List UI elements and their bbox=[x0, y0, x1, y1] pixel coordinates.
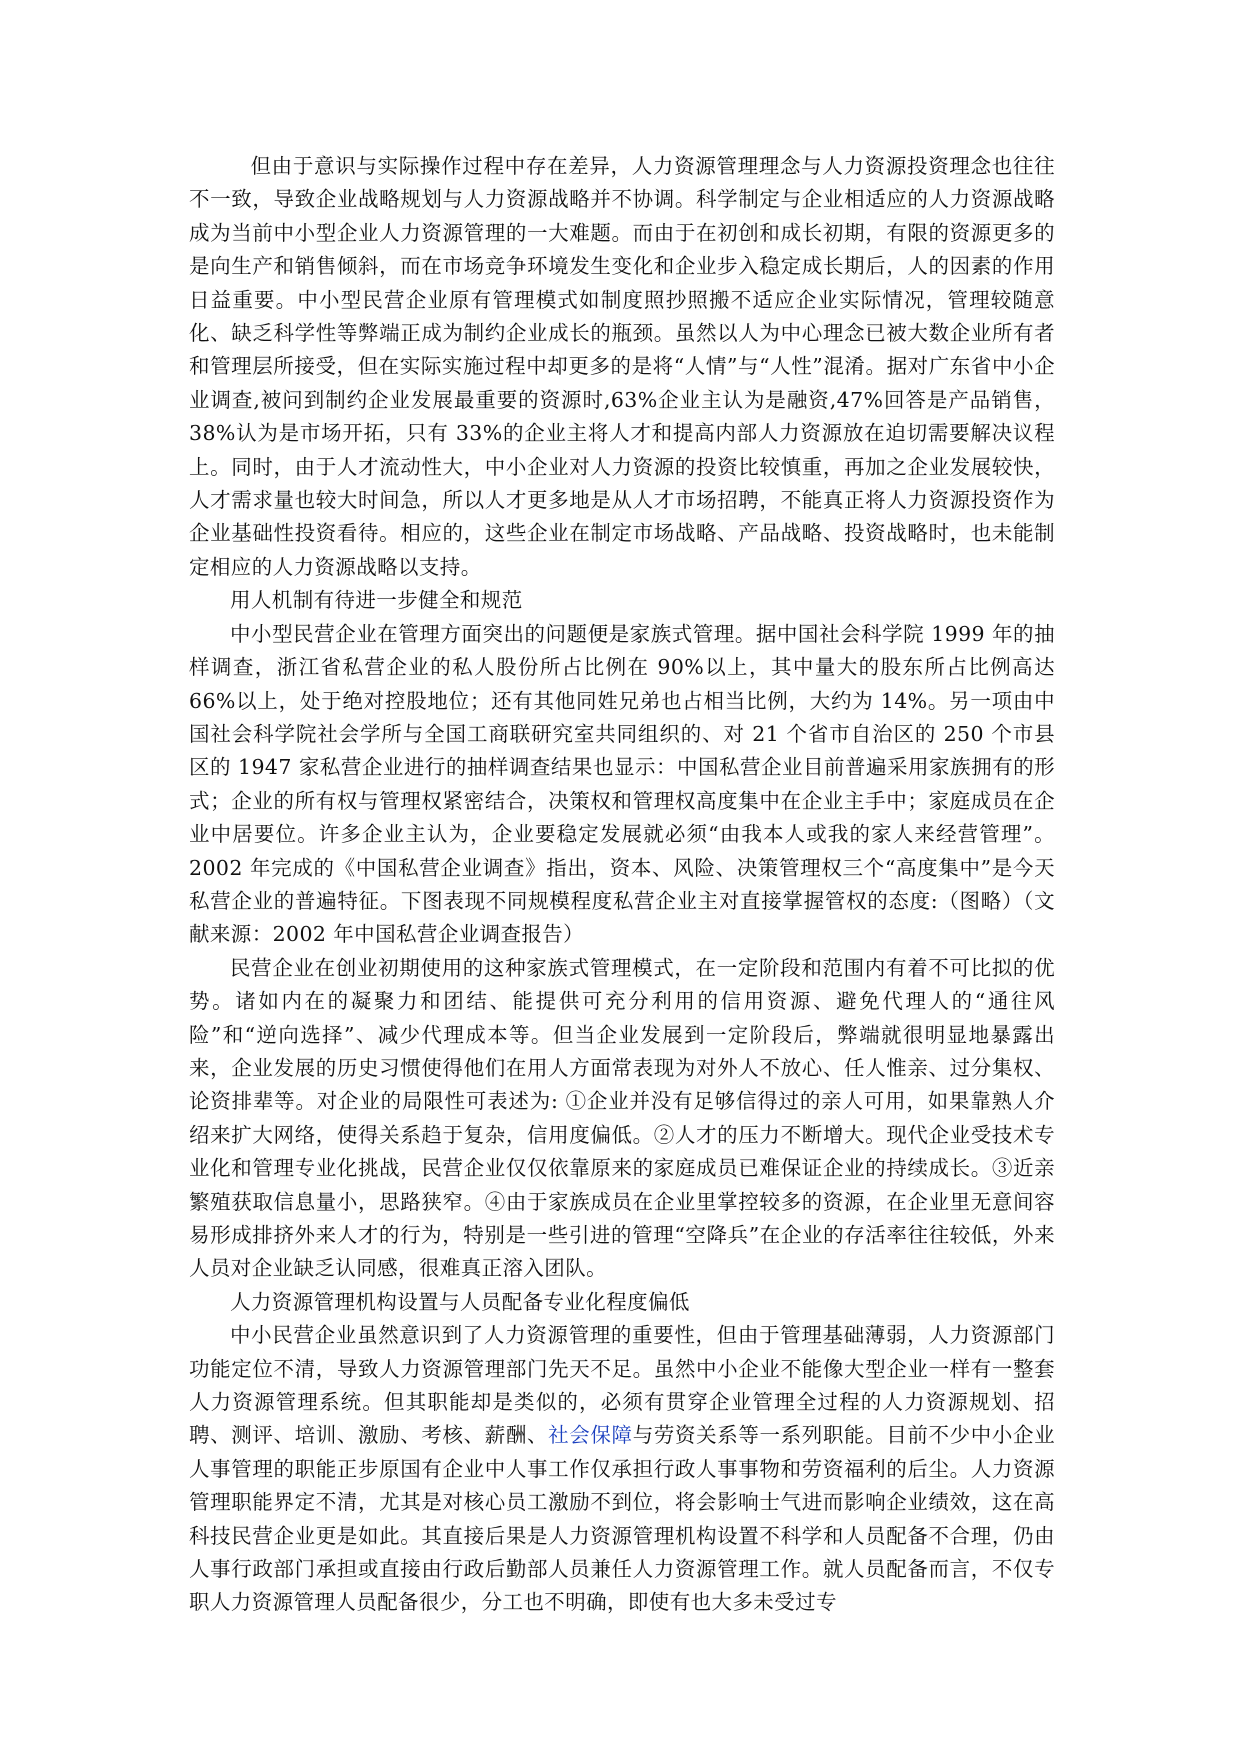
paragraph-hr-strategy: 但由于意识与实际操作过程中存在差异，人力资源管理理念与人力资源投资理念也往往不一致，导致企业战略规划与人力资源战略并不协调。科学制定与企业相适应的人力资源战略成为当前中小型企业人力资源管理的一大难题。而由于在初创和成长初期，有限的资源更多的是向生产和销售倾斜，而在市场竞争环境发生变化和企业步入稳定成长期后，人的因素的作用日益重要。中小型民营企业原有管理模式如制度照抄照搬不适应企业实际情况，管理较随意化、缺乏科学性等弊端正成为制约企业成长的瓶颈。虽然以人为中心理念已被大数企业所有者和管理层所接受，但在实际实施过程中却更多的是将“人情”与“人性”混淆。据对广东省中小企业调查,被问到制约企业发展最重要的资源时,63%企业主认为是融资,47%回答是产品销售，38%认为是市场开拓，只有 33%的企业主将人才和提高内部人力资源放在迫切需要解决议程上。同时，由于人才流动性大，中小企业对人力资源的投资比较慎重，再加之企业发展较快，人才需求量也较大时间急，所以人才更多地是从人才市场招聘，不能真正将人力资源投资作为企业基础性投资看待。相应的，这些企业在制定市场战略、产品战略、投资战略时，也未能制定相应的人力资源战略以支持。 bbox=[189, 154, 1055, 579]
social-security-link[interactable]: 社会保障 bbox=[548, 1423, 633, 1448]
paragraph-text-part-1: 中小民营企业虽然意识到了人力资源管理的重要性，但由于管理基础薄弱，人力资源部门功能定位不清，导致人力资源管理部门先天不足。虽然中小企业不能像大型企业一样有一整套人力资源管理系统。但其职能却是类似的，必须有贯穿企业管理全过程的人力资源规划、招聘、测评、培训、激励、考核、薪酬、 bbox=[189, 1323, 1055, 1448]
paragraph-family-management: 中小型民营企业在管理方面突出的问题便是家族式管理。据中国社会科学院 1999 年的抽样调查，浙江省私营企业的私人股份所占比例在 90%以上，其中量大的股东所占比例高达 66%以上，处于绝对控股地位；还有其他同姓兄弟也占相当比例，大约为 14%。另一项由中国社会科学院社会学所与全国工商联研究室共同组织的、对 21 个省市自治区的 250 个市县区的 1947 家私营企业进行的抽样调查结果也显示：中国私营企业目前普遍采用家族拥有的形式；企业的所有权与管理权紧密结合，决策权和管理权高度集中在企业主手中；家庭成员在企业中居要位。许多企业主认为，企业要稳定发展就必须“由我本人或我的家人来经营管理”。2002 年完成的《中国私营企业调查》指出，资本、风险、决策管理权三个“高度集中”是今天私营企业的普遍特征。下图表现不同规模程度私营企业主对直接掌握管权的态度:（图略）（文献来源：2002 年中国私营企业调查报告） bbox=[189, 621, 1055, 947]
paragraph-hr-department-staffing bbox=[189, 1319, 1055, 1620]
document-page bbox=[189, 150, 1055, 1620]
paragraph-family-model-limits: 民营企业在创业初期使用的这种家族式管理模式，在一定阶段和范围内有着不可比拟的优势。诸如内在的凝聚力和团结、能提供可充分利用的信用资源、避免代理人的“通往风险”和“逆向选择”、减少代理成本等。但当企业发展到一定阶段后，弊端就很明显地暴露出来，企业发展的历史习惯使得他们在用人方面常表现为对外人不放心、任人惟亲、过分集权、论资排辈等。对企业的局限性可表述为: ①企业并没有足够信得过的亲人可用，如果靠熟人介绍来扩大网络，使得关系趋于复杂，信用度偏低。②人才的压力不断增大。现代企业受技术专业化和管理专业化挑战，民营企业仅仅依靠原来的家庭成员已难保证企业的持续成长。③近亲繁殖获取信息量小，思路狭窄。④由于家族成员在企业里掌控较多的资源，在企业里无意间容易形成排挤外来人才的行为，特别是一些引进的管理“空降兵”在企业的存活率往往较低，外来人员对企业缺乏认同感，很难真正溶入团队。 bbox=[189, 955, 1055, 1281]
section-heading-hr-department: 人力资源管理机构设置与人员配备专业化程度偏低 bbox=[230, 1289, 690, 1314]
section-heading-employment-mechanism: 用人机制有待进一步健全和规范 bbox=[230, 588, 523, 613]
paragraph-text-part-2: 与劳资关系等一系列职能。目前不少中小企业人事管理的职能正步原国有企业中人事工作仅承担行政人事事物和劳资福利的后尘。人力资源管理职能界定不清，尤其是对核心员工激励不到位，将会影响士气进而影响企业绩效，这在高科技民营企业更是如此。其直接后果是人力资源管理机构设置不科学和人员配备不合理，仍由人事行政部门承担或直接由行政后勤部人员兼任人力资源管理工作。就人员配备而言，不仅专职人力资源管理人员配备很少，分工也不明确，即使有也大多未受过专 bbox=[189, 1423, 1055, 1615]
